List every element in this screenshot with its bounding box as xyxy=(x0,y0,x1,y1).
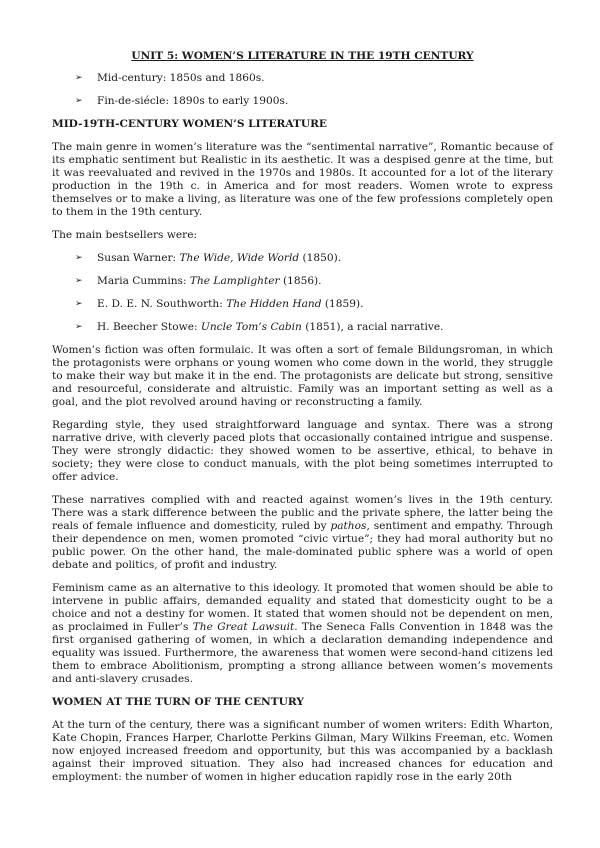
book-year: (1851), a racial narrative. xyxy=(301,321,444,333)
paragraph: The main genre in women’s literature was the “sentimental narrative”, Romantic because of its emphatic sentiment but Realistic in its aesthetic. It was a despised genre at the time, but it was reevaluated and revived in the 1970s and 1980s. It accounted for a lot of the literary production in the 19th c. in America and for most readers. Women wrote to express themselves or to make a living, as literature was one of the few professions completely open to them in the 19th century. xyxy=(52,141,553,218)
book-title: The Wide, Wide World xyxy=(179,252,300,264)
book-title: The Hidden Hand xyxy=(226,298,322,310)
emphasis-text: The Great Lawsuit xyxy=(192,621,295,633)
book-author: Susan Warner: xyxy=(97,252,180,264)
book-title: Uncle Tom’s Cabin xyxy=(200,321,302,333)
arrow-bullet-icon: ➢ xyxy=(75,96,83,106)
arrow-bullet-icon: ➢ xyxy=(75,73,83,83)
list-item xyxy=(61,95,553,108)
book-author: E. D. E. N. Southworth: xyxy=(97,298,227,310)
list-item xyxy=(61,275,553,288)
emphasis-text: pathos xyxy=(330,520,367,532)
period-text: Fin-de-siécle: 1890s to early 1900s. xyxy=(97,95,289,107)
paragraph-text: These narratives complied with and reacted against women’s lives in the 19th century. There was a stark difference between the public and the private sphere, the latter being the reals of female influence and domesticity, ruled by xyxy=(52,494,553,532)
list-item xyxy=(61,252,553,265)
book-title: The Lamplighter xyxy=(189,275,280,287)
book-year: (1859). xyxy=(321,298,364,310)
arrow-bullet-icon: ➢ xyxy=(75,276,83,286)
list-item xyxy=(61,72,553,85)
paragraph-text: , sentiment and empathy. Through their dependence on men, women promoted “civic virtue”; they had moral authority but no public power. On the other hand, the male-dominated public sphere was a world of open debate and politics, of profit and industry. xyxy=(52,520,553,571)
paragraph-text: Feminism came as an alternative to this ideology. It promoted that women should be able to intervene in public affairs, demanded equality and stated that domesticity ought to be a choice and not a destiny for women. It stated that women should not be dependent on men, as proclaimed in Fuller’s xyxy=(52,582,553,633)
arrow-bullet-icon: ➢ xyxy=(75,253,83,263)
section-heading: MID-19TH-CENTURY WOMEN’S LITERATURE xyxy=(52,118,327,130)
paragraph-text: . The Seneca Falls Convention in 1848 was the first organised gathering of women, in which a declaration demanding independence and equality was issued. Furthermore, the awareness that women were second-hand citizens led them to embrace Abolitionism, prompting a strong alliance between women’s movements and anti-slavery crusades. xyxy=(52,621,553,685)
paragraph xyxy=(52,494,553,572)
list-item xyxy=(61,321,553,334)
period-text: Mid-century: 1850s and 1860s. xyxy=(97,72,265,84)
book-author: Maria Cummins: xyxy=(97,275,190,287)
arrow-bullet-icon: ➢ xyxy=(75,299,83,309)
bestsellers-list xyxy=(61,252,553,334)
list-item xyxy=(61,298,553,311)
period-list xyxy=(61,72,553,108)
book-year: (1856). xyxy=(279,275,322,287)
paragraph xyxy=(52,582,553,686)
document-title: UNIT 5: WOMEN’S LITERATURE IN THE 19TH CENTURY xyxy=(131,50,474,62)
paragraph: At the turn of the century, there was a significant number of women writers: Edith Wharton, Kate Chopin, Frances Harper, Charlotte Perkins Gilman, Mary Wilkins Freeman, etc. Women now enjoyed increased freedom and opportunity, but this was accompanied by a backlash against their improved situation. They also had increased chances for education and employment: the number of women in higher education rapidly rose in the early 20th xyxy=(52,719,553,783)
book-year: (1850). xyxy=(299,252,342,264)
paragraph: Women’s fiction was often formulaic. It was often a sort of female Bildungsroman, in which the protagonists were orphans or young women who come down in the world, they struggle to make their way but make it in the end. The protagonists are delicate but strong, sensitive and resourceful, considerate and altruistic. Family was an important setting as well as a goal, and the plot revolved around having or reconstructing a family. xyxy=(52,344,553,408)
bestsellers-intro: The main bestsellers were: xyxy=(52,229,198,241)
paragraph: Regarding style, they used straightforward language and syntax. There was a strong narrative drive, with cleverly paced plots that occasionally contained intrigue and suspense. They were strongly didactic: they showed women to be assertive, ethical, to behave in society; they were close to conduct manuals, with the plot being sometimes interrupted to offer advice. xyxy=(52,419,553,483)
arrow-bullet-icon: ➢ xyxy=(75,322,83,332)
book-author: H. Beecher Stowe: xyxy=(97,321,201,333)
section-heading: WOMEN AT THE TURN OF THE CENTURY xyxy=(52,696,304,708)
document-page xyxy=(52,50,553,794)
